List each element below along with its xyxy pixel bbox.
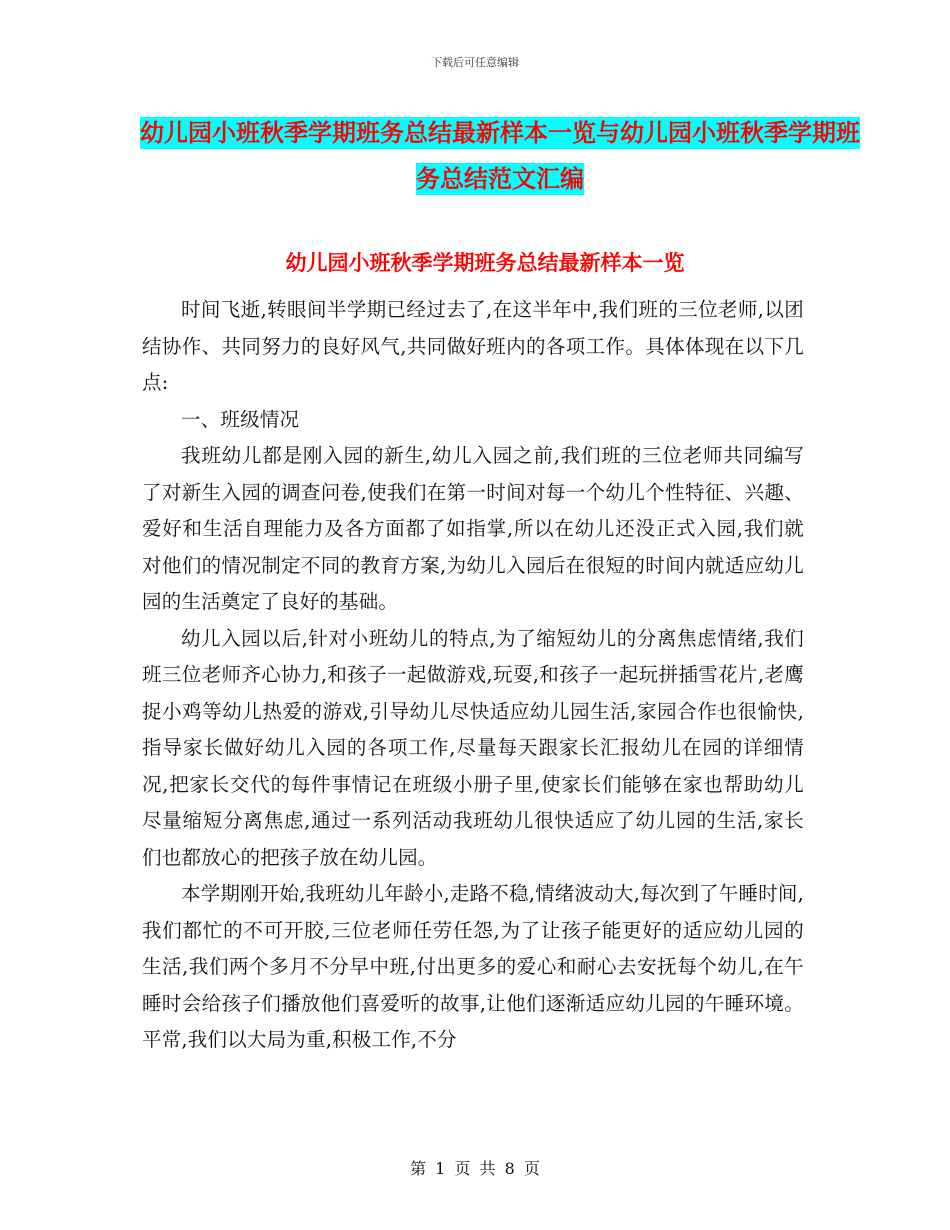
document-title [140,110,860,202]
section-title: 幼儿园小班秋季学期班务总结最新样本一览 [285,251,685,275]
document-body [142,292,804,1059]
document-title-text: 幼儿园小班秋季学期班务总结最新样本一览与幼儿园小班秋季学期班务总结范文汇编 [140,119,860,193]
paragraph: 幼儿入园以后,针对小班幼儿的特点,为了缩短幼儿的分离焦虑情绪,我们班三位老师齐心协力,和孩子一起做游戏,玩耍,和孩子一起玩拼插雪花片,老鹰捉小鸡等幼儿热爱的游戏,引导幼儿尽快适应幼儿园生活,家园合作也很愉快,指导家长做好幼儿入园的各项工作,尽量每天跟家长汇报幼儿在园的详细情况,把家长交代的每件事情记在班级小册子里,使家长们能够在家也帮助幼儿尽量缩短分离焦虑,通过一系列活动我班幼儿很快适应了幼儿园的生活,家长们也都放心的把孩子放在幼儿园。 [142,626,804,869]
paragraph: 本学期刚开始,我班幼儿年龄小,走路不稳,情绪波动大,每次到了午睡时间,我们都忙的不可开胶,三位老师任劳任怨,为了让孩子能更好的适应幼儿园的生活,我们两个多月不分早中班,付出更多的爱心和耐心去安抚每个幼儿,在午睡时会给孩子们播放他们喜爱听的故事,让他们逐渐适应幼儿园的午睡环境。平常,我们以大局为重,积极工作,不分 [142,882,804,1051]
paragraph: 我班幼儿都是刚入园的新生,幼儿入园之前,我们班的三位老师共同编写了对新生入园的调查问卷,使我们在第一时间对每一个幼儿个性特征、兴趣、爱好和生活自理能力及各方面都了如指掌,所以在幼儿还没正式入园,我们就对他们的情况制定不同的教育方案,为幼儿入园后在很短的时间内就适应幼儿园的生活奠定了良好的基础。 [142,444,804,613]
paragraph-heading: 一、班级情况 [181,407,300,431]
header-note: 下载后可任意编辑 [431,56,519,69]
page-number: 第 1 页 共 8 页 [410,1159,540,1178]
paragraph: 时间飞逝,转眼间半学期已经过去了,在这半年中,我们班的三位老师,以团结协作、共同努力的良好风气,共同做好班内的各项工作。具体体现在以下几点: [142,298,804,394]
